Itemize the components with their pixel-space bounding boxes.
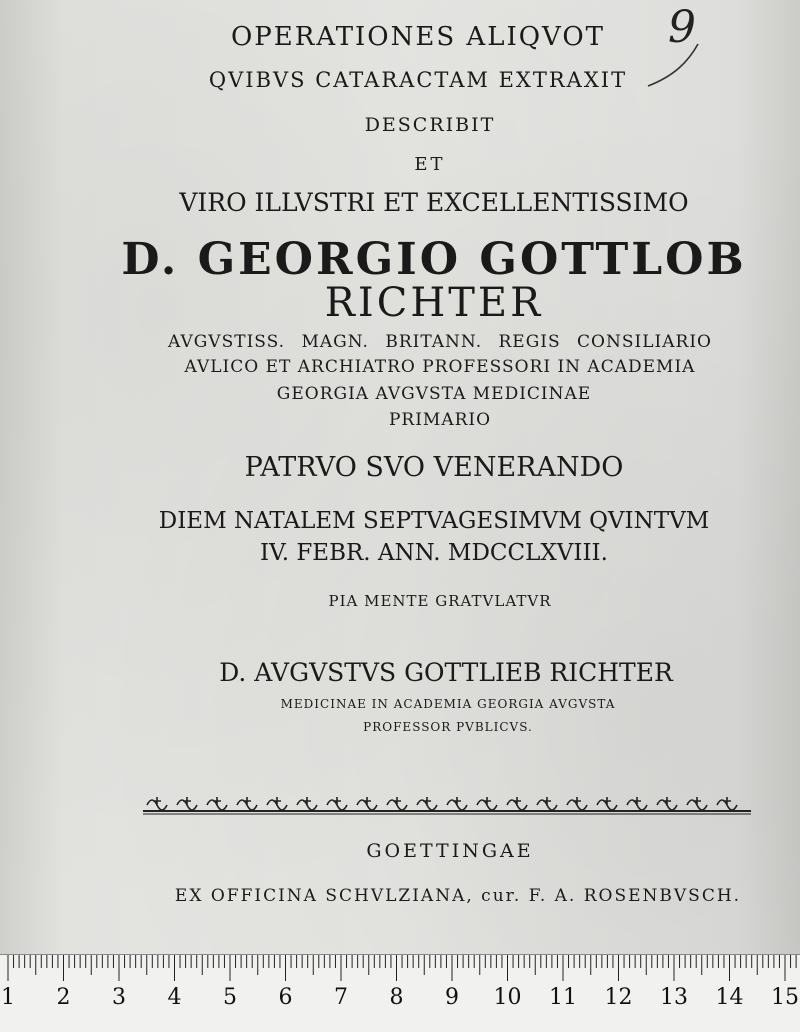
patruo-line: PATRVO SVO VENERANDO bbox=[244, 452, 624, 483]
ruler-number: 1 bbox=[1, 985, 15, 1010]
ruler-number: 14 bbox=[715, 985, 744, 1010]
ruler-number: 11 bbox=[549, 985, 577, 1010]
ruler-number: 10 bbox=[493, 985, 522, 1010]
ruler-number: 13 bbox=[660, 985, 688, 1010]
dedicatee-title-3: GEORGIA AVGVSTA MEDICINAE bbox=[276, 384, 592, 404]
ornament-motif bbox=[417, 797, 437, 810]
ornament-motif bbox=[717, 797, 737, 810]
ornament-motif bbox=[597, 797, 617, 810]
ornament-motif bbox=[387, 797, 407, 810]
imprint-printer: EX OFFICINA SCHVLZIANA, cur. F. A. ROSENBVSCH. bbox=[174, 886, 742, 906]
ruler-number: 7 bbox=[334, 985, 348, 1010]
ruler-number: 2 bbox=[56, 985, 71, 1010]
dedicatee-surname: RICHTER bbox=[324, 280, 544, 326]
birthday-line: DIEM NATALEM SEPTVAGESIMVM QVINTVM bbox=[158, 508, 710, 534]
ruler-number: 6 bbox=[278, 985, 293, 1010]
ornament-border bbox=[143, 787, 753, 817]
measuring-ruler bbox=[0, 954, 800, 1032]
ornament-motif bbox=[627, 797, 647, 810]
ornament-motif bbox=[267, 797, 287, 810]
author-title-2: PROFESSOR PVBLICVS. bbox=[363, 720, 533, 734]
ruler-number: 9 bbox=[445, 985, 459, 1010]
ruler-number: 12 bbox=[604, 985, 633, 1010]
dedicatee-title-4: PRIMARIO bbox=[388, 410, 492, 430]
dedicatee-name: D. GEORGIO GOTTLOB bbox=[121, 234, 747, 285]
ornament-motif bbox=[477, 797, 497, 810]
ruler-number: 5 bbox=[223, 985, 237, 1010]
ornament-motif bbox=[687, 797, 707, 810]
ornament-motif bbox=[537, 797, 557, 810]
dedicatee-title-1: AVGVSTISS. MAGN. BRITANN. REGIS CONSILIARIO bbox=[168, 332, 712, 352]
handwritten-page-number: 9 bbox=[668, 2, 696, 53]
ornament-motif bbox=[327, 797, 347, 810]
ornament-motif bbox=[357, 797, 377, 810]
ornament-motif bbox=[147, 797, 167, 810]
ruler-ticks bbox=[0, 955, 800, 985]
ornament-motif bbox=[237, 797, 257, 810]
ornament-motif bbox=[657, 797, 677, 810]
gratulatur-line: PIA MENTE GRATVLATVR bbox=[328, 592, 552, 610]
title-line-describit: DESCRIBIT bbox=[364, 114, 496, 136]
title-line-et: ET bbox=[414, 154, 446, 175]
ornament-motif bbox=[447, 797, 467, 810]
dedicatee-title-2: AVLICO ET ARCHIATRO PROFESSORI IN ACADEMIA bbox=[184, 357, 696, 377]
ornament-motif bbox=[297, 797, 317, 810]
ruler-number: 8 bbox=[389, 985, 404, 1010]
title-line-operationes: OPERATIONES ALIQVOT bbox=[230, 22, 606, 52]
imprint-place: GOETTINGAE bbox=[366, 840, 534, 862]
ornament-motif bbox=[177, 797, 197, 810]
title-line-cataractam: QVIBVS CATARACTAM EXTRAXIT bbox=[208, 68, 628, 92]
ornament-motif bbox=[507, 797, 527, 810]
dedication-line: VIRO ILLVSTRI ET EXCELLENTISSIMO bbox=[179, 188, 689, 217]
ruler-number: 3 bbox=[112, 985, 126, 1010]
author-name: D. AVGVSTVS GOTTLIEB RICHTER bbox=[219, 658, 673, 687]
ruler-number: 4 bbox=[167, 985, 182, 1010]
date-line: IV. FEBR. ANN. MDCCLXVIII. bbox=[260, 540, 608, 566]
author-title-1: MEDICINAE IN ACADEMIA GEORGIA AVGVSTA bbox=[280, 697, 616, 711]
ornament-motif bbox=[567, 797, 587, 810]
ruler-number: 15 bbox=[771, 985, 799, 1010]
ornament-motif bbox=[207, 797, 227, 810]
